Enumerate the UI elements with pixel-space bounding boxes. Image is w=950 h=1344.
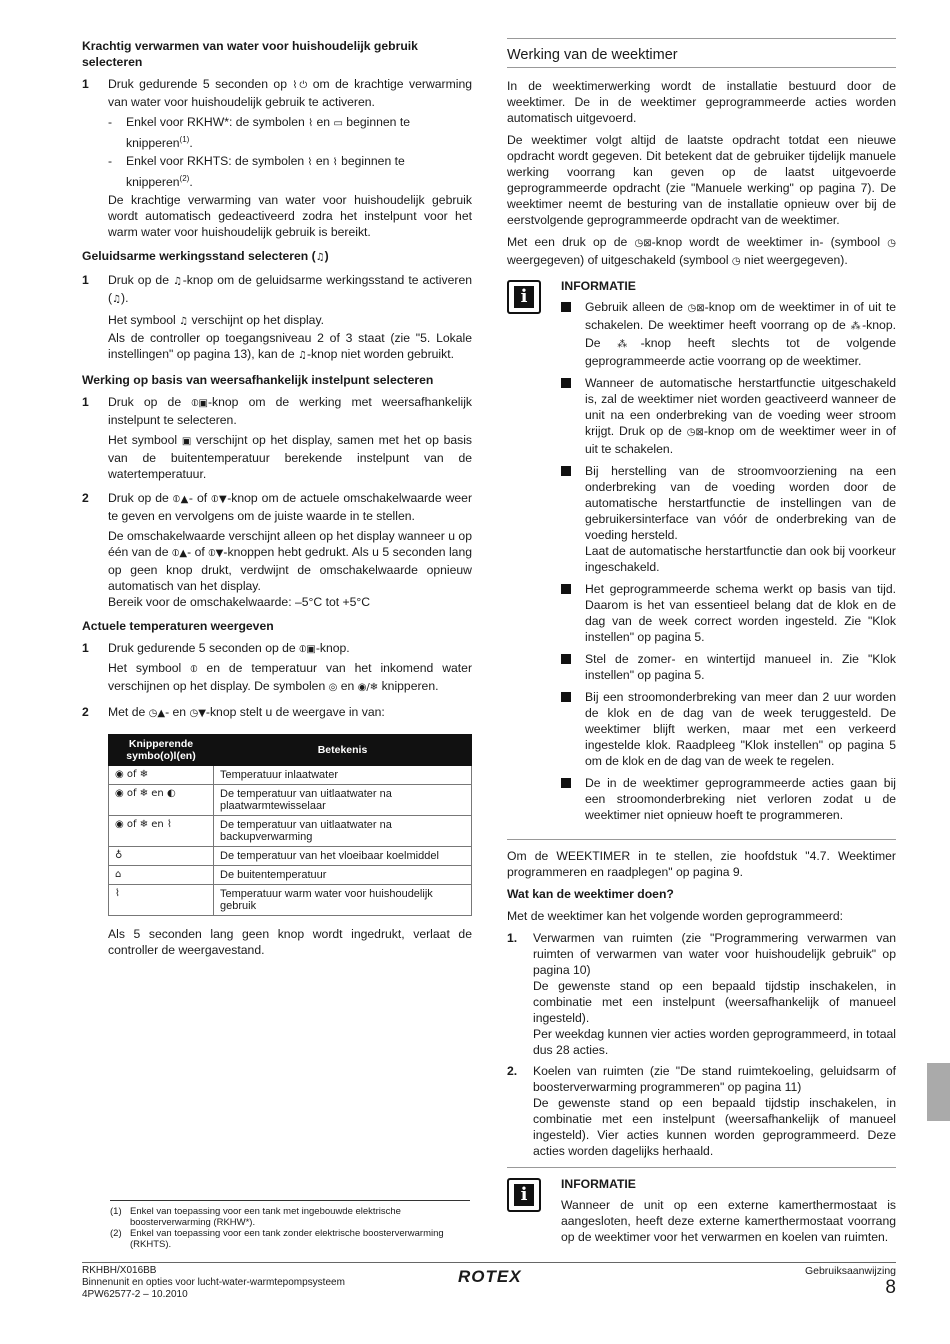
right-column: Werking van de weektimer In de weektimerwerking wordt de installatie bestuurd door de weektimer. De in de weektimer geprogrammeerde acties worden automatisch uitgevoerd. De weektimer volgt altijd de laatste opdracht totdat een nieuwe opdracht wordt gegeven. Dit betekent dat de gebruiker tijdelijk manuele werking voorrang kan geven op de laatst uitgevoerde geprogrammeerde opdracht (zie "Manuele werking" op pagina 7). De weektimer neemt de besturing van de installatie opnieuw over bij de eerstvolgende geprogrammeerde opdracht van de weektimer. Met een druk op de ◷⊠-knop wordt de weektimer in- (symbool ◷ weergegeven) of uitgeschakeld (symbool ◷ niet weergegeven). i INFORMATIE Gebruik alleen de ◷⊠-knop om de weektimer in of uit te schakelen. De weektimer heeft voorrang op de ⁂-knop. De ⁂-knop heeft slechts tot de volgende geprogrammeerde actie voorrang op de weektimer. Wanneer de automatische herstartfunctie uitgeschakeld is, zal de weektimer niet worden geactiveerd wanneer de unit na een onderbreking van de voeding weer stroom krijgt. Druk op de ◷⊠-knop om de weektimer weer in of uit te schakelen. Bij herstelling van de stroomvoorziening na een onderbreking van de voeding worden door de automatische herstartfunctie de instellingen van de gebruikersinterface van vóór de onderbreking van de voeding hersteld. Laat de automatische herstartfunctie dan ook bij voorkeur ingeschakeld. Het geprogrammeerde schema werkt op basis van tijd. Daarom is het van essentieel belang dat de klok en de dag van de week correct worden ingesteld. Zie "Klok instellen" op pagina 5. Stel de zomer- en wintertijd manueel in. Zie "Klok instellen" op pagina 5. Bij een stroomonderbreking van meer dan 2 uur worden de klok en de dag van de week teruggesteld. De weektimer blijft werken, maar met een verkeerd ingestelde klok. Raadpleeg "Klok instellen" op pagina 5 om de klok en de dag van de week te regelen. De in de weektimer geprogrammeerde acties gaan bij een stroomonderbreking niet verloren zodat u de weektimer niet opnieuw hoeft te programmeren. Om de WEEKTIMER in te stellen, zie hoofdstuk "4.7. Weektimer programmeren en raadplegen" op pagina 9. Wat kan de weektimer doen? Met de weektimer kan het volgende worden geprogrammeerd: 1. Verwarmen van ruimten (zie "Programmering verwarmen van ruimten of verwarmen van water voor huishoudelijk gebruik" op pagina 10) De gewenste stand op een bepaald tijdstip inschakelen, in combinatie met een instelpunt (weersafhankelijk of manueel ingesteld). Per weekdag kunnen vier acties worden geprogrammeerd, in totaal dus 28 acties. 2. Koelen van ruimten (zie "De stand ruimtekoeling, geluidsarm of boosterverwarming programmeren" op pagina 11) De gewenste stand op een bepaald tijdstip inschakelen, in combinatie met een instelpunt (weersafhankelijk of manueel ingesteld). Vier acties kunnen worden geprogrammeerd. Deze acties worden dagelijks herhaald. i INFORMATIE Wanneer de unit op een externe kamerthermostaat is aangesloten, heeft deze externe kamerthermostaat voorrang op de weektimer voor het verwarmen en koelen van ruimten.: [507, 38, 896, 1261]
model-code: RKHBH/X016BB: [82, 1265, 157, 1276]
clock-off-icon: ◷⊠: [687, 303, 705, 314]
list-item: 1. Verwarmen van ruimten (zie "Programmering verwarmen van ruimten of verwarmen van water voor huishoudelijk gebruik" op pagina 10) De gewenste stand op een bepaald tijdstip inschakelen, in combinatie met een instelpunt (weersafhankelijk of manueel ingesteld). Per weekdag kunnen vier acties worden geprogrammeerd, in totaal dus 28 acties.: [507, 931, 896, 1057]
tank-icon: ▭: [333, 118, 343, 129]
clock-up-icon: ◷▲: [148, 708, 166, 720]
step: 1 Druk op de ♫-knop om de geluidsarme werkingsstand te activeren (♫). Het symbool ♫ verschijnt op het display. Als de controller op toegangsniveau 2 of 3 staat (zie "5. Lokale instellingen" op pagina 13), kan de ♫-knop niet worden gebruikt.: [82, 273, 473, 362]
clock-icon: ◷: [887, 238, 897, 249]
info-box: i INFORMATIE Gebruik alleen de ◷⊠-knop om de weektimer in of uit te schakelen. De weektimer heeft voorrang op de ⁂-knop. De ⁂-knop heeft slechts tot de volgende geprogrammeerde actie voorrang op de weektimer. Wanneer de automatische herstartfunctie uitgeschakeld is, zal de weektimer niet worden geactiveerd wanneer de unit na een onderbreking van de voeding weer stroom krijgt. Druk op de ◷⊠-knop om de weektimer weer in of uit te schakelen. Bij herstelling van de stroomvoorziening na een onderbreking van de voeding worden door de automatische herstartfunctie de instellingen van de gebruikersinterface van vóór de onderbreking van de voeding hersteld. Laat de automatische herstartfunctie dan ook bij voorkeur ingeschakeld. Het geprogrammeerde schema werkt op basis van tijd. Daarom is het van essentieel belang dat de klok en de dag van de week correct worden ingesteld. Zie "Klok instellen" op pagina 5. Stel de zomer- en wintertijd manueel in. Zie "Klok instellen" op pagina 5. Bij een stroomonderbreking van meer dan 2 uur worden de klok en de dag van de week teruggesteld. De weektimer blijft werken, maar met een verkeerd ingestelde klok. Raadpleeg "Klok instellen" op pagina 5 om de klok en de dag van de week te regelen. De in de weektimer geprogrammeerde acties gaan bij een stroomonderbreking niet verloren zodat u de weektimer niet opnieuw hoeft te programmeren.: [507, 278, 896, 829]
dhw-icon: ⌇: [307, 157, 313, 169]
rotex-logo: ROTEX: [458, 1267, 522, 1286]
table-row: ◉ of ❄ en ◐ De temperatuur van uitlaatwater na plaatwarmtewisselaar: [109, 785, 472, 816]
cool-heat-icon: ◉/❄: [357, 682, 379, 694]
document-type: Gebruiksaanwijzing: [804, 1265, 896, 1277]
info-icon: i: [507, 280, 541, 314]
symbol-table: [108, 734, 472, 916]
quiet-icon: ♫: [315, 252, 325, 264]
dhw-icon: ⌇: [292, 80, 300, 91]
bullet-item: Bij herstelling van de stroomvoorziening na een onderbreking van de voeding worden door de automatische herstartfunctie de instellingen van de gebruikersinterface van vóór de onderbreking van de voeding hersteld. Laat de automatische herstartfunctie dan ook bij voorkeur ingeschakeld.: [561, 463, 896, 575]
table-header: Knipperende symbo(o)l(en): [109, 735, 214, 766]
section-title-weektimer: Werking van de weektimer: [507, 38, 896, 68]
clock-icon: ◷: [731, 256, 741, 267]
bullet-item: Wanneer de automatische herstartfunctie uitgeschakeld is, zal de weektimer niet worden geactiveerd wanneer de unit na een onderbreking van de voeding weer stroom krijgt. Druk op de ◷⊠-knop om de weektimer weer in of uit te schakelen.: [561, 375, 896, 457]
info-icon: i: [507, 1178, 541, 1212]
dhw-icon: ⌇: [308, 118, 314, 129]
heater-icon: ⌇: [332, 157, 338, 169]
step: 2 Met de ◷▲- en ◷▼-knop stelt u de weergave in van:: [82, 705, 385, 720]
quiet-icon: ♫: [179, 316, 189, 328]
document-code: 4PW62577-2 – 10.2010: [82, 1289, 188, 1300]
thermo-down-icon: ⦶▼: [211, 494, 228, 506]
thermo-up-icon: ⦶▲: [172, 494, 189, 506]
section-heading-quiet-mode: Geluidsarme werkingsstand selecteren (♫): [82, 249, 329, 264]
step: 1 Druk gedurende 5 seconden op ⌇⏻ om de krachtige verwarming van water voor huishoudelijk gebruik te activeren. - Enkel voor RKHW*: de symbolen ⌇ en ▭ beginnen te knipperen$^{(1)}$. - Enkel voor RKHTS: de symbolen ⌇ en ⌇ beginnen te knipperen$^{(2)}$. De krachtige verwarming van water voor huishoudelijk gebruik wordt automatisch gedeactiveerd zodra het instelpunt voor het warm water voor huishoudelijk gebruik is bereikt.: [82, 77, 473, 240]
clock-off-icon: ◷⊠: [634, 238, 652, 249]
table-row: ◉ of ❄ en ⌇ De temperatuur van uitlaatwater na backupverwarming: [109, 816, 472, 847]
table-row: ⌂ De buitentemperatuur: [109, 866, 472, 885]
thermo-up-icon: ⦶▲: [171, 548, 188, 560]
clock-off-icon: ◷⊠: [686, 427, 704, 438]
footnotes: [110, 1200, 470, 1250]
thermo-icon: ⦶: [190, 664, 198, 676]
step: 1 Druk op de ⦶▣-knop om de werking met weersafhankelijk instelpunt te selecteren. Het symbool ▣ verschijnt op het display, samen met het op basis van de buitentemperatuur berekende instelpunt van de watertemperatuur.: [82, 395, 473, 482]
quiet-icon: ♫: [173, 276, 183, 288]
thermo-down-icon: ⦶▼: [208, 548, 224, 560]
quiet-icon: ♫: [298, 350, 307, 362]
table-row: ⌇ Temperatuur warm water voor huishoudelijk gebruik: [109, 885, 472, 916]
chapter-tab: [927, 1063, 950, 1121]
bullet-item: Bij een stroomonderbreking van meer dan 2 uur worden de klok en de dag van de week teruggesteld. De weektimer blijft werken, maar met een verkeerd ingestelde klok. Raadpleeg "Klok instellen" op pagina 5 om de klok en de dag van de week te regelen.: [561, 689, 896, 769]
bullet-item: Stel de zomer- en wintertijd manueel in. Zie "Klok instellen" op pagina 5.: [561, 651, 896, 683]
manual-icon: ⁂: [850, 321, 863, 332]
bullet-item: De in de weektimer geprogrammeerde acties gaan bij een stroomonderbreking niet verloren zodat u de weektimer niet opnieuw hoeft te programmeren.: [561, 775, 896, 823]
manual-icon: ⁂: [617, 339, 641, 350]
clock-down-icon: ◷▼: [189, 708, 206, 720]
step: 1 Druk gedurende 5 seconden op de ⦶▣-knop. Het symbool ⦶ en de temperatuur van het inkomend water verschijnen op het display. De symbolen ◎ en ◉/❄ knipperen.: [82, 641, 473, 694]
table-row: ♁ De temperatuur van het vloeibaar koelmiddel: [109, 847, 472, 866]
bullet-item: Gebruik alleen de ◷⊠-knop om de weektimer in of uit te schakelen. De weektimer heeft voorrang op de ⁂-knop. De ⁂-knop heeft slechts tot de volgende geprogrammeerde actie voorrang op de weektimer.: [561, 299, 896, 369]
section-heading-powerful-dhw: Krachtig verwarmen van water voor huishoudelijk gebruik selecteren: [82, 39, 418, 69]
list-item: 2. Koelen van ruimten (zie "De stand ruimtekoeling, geluidsarm of boosterverwarming programmeren" op pagina 11) De gewenste stand op een bepaald tijdstip inschakelen, in combinatie met een instelpunt (weersafhankelijk of manueel ingesteld). Vier acties kunnen worden geprogrammeerd. Deze acties worden dagelijks herhaald.: [507, 1064, 896, 1158]
weather-key-icon: ⦶▣: [191, 398, 208, 410]
page-footer: [82, 1262, 896, 1300]
step: 2 Druk op de ⦶▲- of ⦶▼-knop om de actuele omschakelwaarde weer te geven en vervolgens om de juiste waarde in te stellen. De omschakelwaarde verschijnt alleen op het display wanneer u op één van de ⦶▲- of ⦶▼-knoppen hebt gedrukt. Als u 5 seconden lang op geen knop drukt, verdwijnt de omschakelwaarde opnieuw automatisch van het display. Bereik voor de omschakelwaarde: –5°C tot +5°C: [82, 491, 473, 610]
info-box: i INFORMATIE Wanneer de unit op een externe kamerthermostaat is aangesloten, heeft deze externe kamerthermostaat voorrang op de weektimer voor het verwarmen en koelen van ruimten.: [507, 1167, 896, 1251]
weather-symbol-icon: ▣: [181, 436, 192, 448]
product-description: Binnenunit en opties voor lucht-water-warmtepompsysteem: [82, 1277, 345, 1288]
table-row: ◉ of ❄ Temperatuur inlaatwater: [109, 766, 472, 785]
section-heading-actual-temperatures: Actuele temperaturen weergeven: [82, 619, 274, 634]
section-heading-weather-dependent: Werking op basis van weersafhankelijk instelpunt selecteren: [82, 373, 434, 388]
footnote: (1) Enkel van toepassing voor een tank met ingebouwde elektrische boosterverwarming (RKHW*).: [110, 1206, 401, 1228]
table-header: Betekenis: [214, 735, 472, 766]
power-icon: ⏻: [299, 80, 308, 91]
after-table-text: Als 5 seconden lang geen knop wordt ingedrukt, verlaat de controller de weergavestand.: [108, 927, 472, 958]
thermo-menu-icon: ⦶▣: [299, 644, 316, 656]
question-heading: Wat kan de weektimer doen?: [507, 887, 674, 901]
footnote: (2) Enkel van toepassing voor een tank zonder elektrische boosterverwarming (RKHTS).: [110, 1228, 444, 1250]
water-in-icon: ◎: [328, 682, 338, 694]
bullet-item: Het geprogrammeerde schema werkt op basis van tijd. Daarom is het van essentieel belang dat de klok en de dag van de week correct worden ingesteld. Zie "Klok instellen" op pagina 5.: [561, 581, 896, 645]
left-column: [82, 38, 472, 964]
page-number: 8: [885, 1277, 896, 1298]
quiet-icon: ♫: [112, 294, 122, 306]
